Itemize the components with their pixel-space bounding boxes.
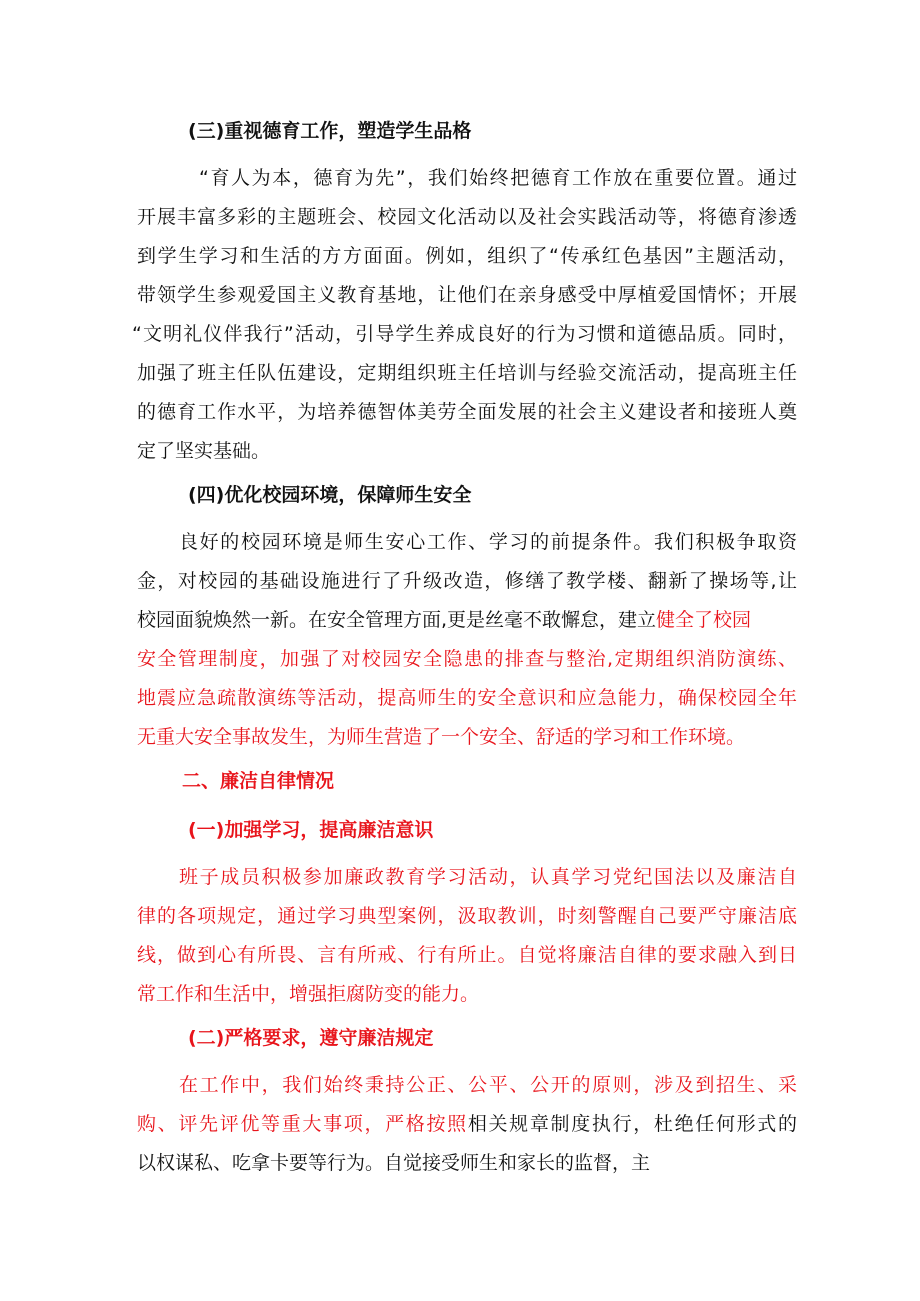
section-heading-campus-environment: (四)优化校园环境，保障师生安全 — [188, 484, 472, 506]
highlighted-line: 律的各项规定，通过学习典型案例，汲取教训，时刻警醒自己要严守廉洁底 — [137, 905, 797, 927]
paragraph-line-mixed — [137, 1109, 797, 1136]
paragraph-text-black: 相关规章制度执行，杜绝任何形式的 — [467, 1113, 797, 1135]
section-heading-moral-education: (三)重视德育工作，塑造学生品格 — [188, 120, 472, 142]
highlighted-line: 无重大安全事故发生，为师生营造了一个安全、舒适的学习和工作环境。 — [137, 726, 746, 748]
subsection-heading-rules: (二)严格要求，遵守廉洁规定 — [188, 1027, 434, 1049]
paragraph-line: 以权谋私、吃拿卡要等行为。自觉接受师生和家长的监督，主 — [137, 1152, 651, 1174]
paragraph-line: “文明礼仪伴我行”活动，引导学生养成良好的行为习惯和道德品质。同时， — [132, 323, 797, 345]
paragraph-text-black: 校园面貌焕然一新。在安全管理方面,更是丝毫不敢懈怠，建立 — [137, 609, 657, 631]
paragraph-line: 到学生学习和生活的方方面面。例如，组织了“传承红色基因”主题活动， — [137, 245, 797, 267]
highlighted-line: 线，做到心有所畏、言有所戒、行有所止。自觉将廉洁自律的要求融入到日 — [137, 944, 797, 966]
paragraph-line: 定了坚实基础。 — [137, 440, 271, 462]
subsection-heading-study: (一)加强学习，提高廉洁意识 — [188, 819, 434, 841]
paragraph-line: 良好的校园环境是师生安心工作、学习的前提条件。我们积极争取资 — [179, 531, 797, 553]
highlighted-line: 常工作和生活中，增强拒腐防变的能力。 — [137, 983, 480, 1005]
highlighted-text: 购、评先评优等重大事项，严格按照 — [137, 1113, 468, 1135]
paragraph-line: 金，对校园的基础设施进行了升级改造，修缮了教学楼、翻新了操场等,让 — [137, 570, 797, 592]
highlighted-line: 安全管理制度，加强了对校园安全隐患的排查与整治,定期组织消防演练、 — [137, 648, 797, 670]
paragraph-line: 带领学生参观爱国主义教育基地，让他们在亲身感受中厚植爱国情怀；开展 — [137, 284, 797, 306]
paragraph-line: “育人为本，德育为先”，我们始终把德育工作放在重要位置。通过 — [199, 167, 797, 189]
highlighted-line: 地震应急疏散演练等活动，提高师生的安全意识和应急能力，确保校园全年 — [137, 687, 797, 709]
highlighted-line: 在工作中，我们始终秉持公正、公平、公开的原则，涉及到招生、采 — [179, 1074, 797, 1096]
highlighted-line: 班子成员积极参加廉政教育学习活动，认真学习党纪国法以及廉洁自 — [179, 866, 797, 888]
paragraph-line-mixed — [137, 605, 797, 632]
part-heading-integrity: 二、廉洁自律情况 — [182, 770, 335, 792]
paragraph-line: 加强了班主任队伍建设，定期组织班主任培训与经验交流活动，提高班主任 — [137, 362, 797, 384]
paragraph-line: 的德育工作水平，为培养德智体美劳全面发展的社会主义建设者和接班人奠 — [137, 401, 797, 423]
paragraph-line: 开展丰富多彩的主题班会、校园文化活动以及社会实践活动等，将德育渗透 — [137, 206, 797, 228]
highlighted-text: 健全了校园 — [656, 609, 752, 631]
